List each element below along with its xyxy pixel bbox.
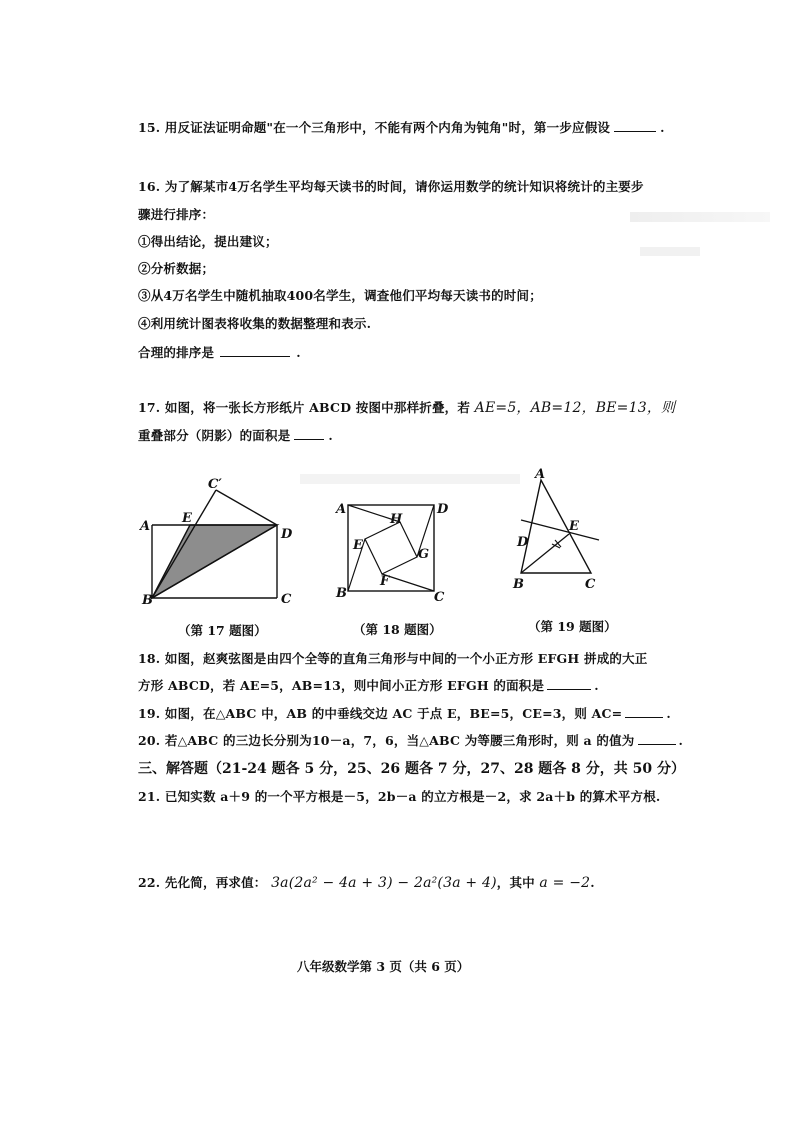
label-A: A bbox=[336, 502, 347, 517]
label-E: E bbox=[182, 511, 192, 526]
question-20: 20. 若△ABC 的三边长分别为10－a，7，6，当△ABC 为等腰三角形时，则 a 的值为 . bbox=[138, 733, 684, 748]
figure-19-caption: （第 19 题图） bbox=[528, 619, 617, 634]
question-16-step3: ③从4万名学生中随机抽取400名学生，调查他们平均每天读书的时间； bbox=[138, 288, 542, 303]
question-18-line1: 18. 如图，赵爽弦图是由四个全等的直角三角形与中间的一个小正方形 EFGH 拼成的大正 bbox=[138, 651, 648, 666]
expression: 3a(2a² − 4a + 3) − 2a²(3a + 4) bbox=[271, 875, 497, 891]
question-21: 21. 已知实数 a＋9 的一个平方根是－5，2b－a 的立方根是－2，求 2a＋b 的算术平方根. bbox=[138, 789, 661, 804]
label-H: H bbox=[390, 512, 403, 527]
label-C: C bbox=[281, 592, 292, 607]
question-16-line1: 16. 为了解某市4万名学生平均每天读书的时间，请你运用数学的统计知识将统计的主要步 bbox=[138, 179, 644, 194]
answer-blank-17[interactable] bbox=[294, 427, 324, 440]
bleed-through-mark bbox=[630, 212, 770, 222]
label-C-prime: C′ bbox=[208, 477, 222, 492]
label-G: G bbox=[418, 547, 430, 562]
label-F: F bbox=[380, 574, 390, 589]
label-A: A bbox=[535, 467, 546, 482]
section-3-heading: 三、解答题（21-24 题各 5 分，25、26 题各 7 分，27、28 题各 8 分，共 50 分） bbox=[138, 761, 686, 777]
label-A: A bbox=[140, 519, 151, 534]
question-16-step1: ①得出结论，提出建议； bbox=[138, 234, 278, 249]
label-D: D bbox=[517, 535, 529, 550]
question-16-step2: ②分析数据； bbox=[138, 261, 215, 276]
label-B: B bbox=[513, 577, 524, 592]
page-footer: 八年级数学第 3 页（共 6 页） bbox=[297, 959, 470, 974]
answer-blank-16[interactable] bbox=[220, 344, 290, 357]
figure-17-caption: （第 17 题图） bbox=[178, 623, 267, 638]
label-B: B bbox=[142, 593, 153, 608]
label-B: B bbox=[336, 586, 347, 601]
question-16-answer: 合理的排序是 . bbox=[138, 345, 301, 360]
question-15: 15. 用反证法证明命题"在一个三角形中，不能有两个内角为钝角"时，第一步应假设 . bbox=[138, 120, 665, 135]
figure-18-caption: （第 18 题图） bbox=[353, 622, 442, 637]
label-E: E bbox=[353, 538, 363, 553]
bleed-through-mark bbox=[300, 474, 520, 484]
question-16-step4: ④利用统计图表将收集的数据整理和表示. bbox=[138, 316, 372, 331]
given-value: a = −2 bbox=[539, 875, 591, 891]
question-15-text: 15. 用反证法证明命题"在一个三角形中，不能有两个内角为钝角"时，第一步应假设 bbox=[138, 120, 611, 135]
inner-square-EFGH bbox=[365, 522, 417, 574]
question-18-line2: 方形 ABCD，若 AE=5，AB=13，则中间小正方形 EFGH 的面积是 . bbox=[138, 678, 599, 693]
bleed-through-mark bbox=[640, 247, 700, 256]
label-D: D bbox=[281, 527, 293, 542]
question-17-line1: 17. 如图，将一张长方形纸片 ABCD 按图中那样折叠，若 AE=5，AB=12，BE=13，则 bbox=[138, 400, 676, 416]
question-22: 22. 先化简，再求值： 3a(2a² − 4a + 3) − 2a²(3a + 4)，其中 a = −2. bbox=[138, 875, 595, 891]
label-C: C bbox=[434, 590, 445, 605]
answer-blank-15[interactable] bbox=[614, 119, 656, 132]
question-16-line2: 骤进行排序： bbox=[138, 207, 215, 222]
figure-18 bbox=[332, 495, 452, 610]
label-D: D bbox=[437, 502, 449, 517]
figure-19 bbox=[505, 462, 615, 597]
question-19: 19. 如图，在△ABC 中，AB 的中垂线交边 AC 于点 E，BE=5，CE=3，则 AC= . bbox=[138, 706, 671, 721]
label-C: C bbox=[585, 577, 596, 592]
answer-blank-20[interactable] bbox=[638, 732, 676, 745]
figure-17 bbox=[130, 470, 305, 615]
answer-blank-19[interactable] bbox=[625, 705, 663, 718]
question-17-line2: 重叠部分（阴影）的面积是 . bbox=[138, 428, 333, 443]
answer-blank-18[interactable] bbox=[547, 677, 591, 690]
label-E: E bbox=[569, 519, 579, 534]
